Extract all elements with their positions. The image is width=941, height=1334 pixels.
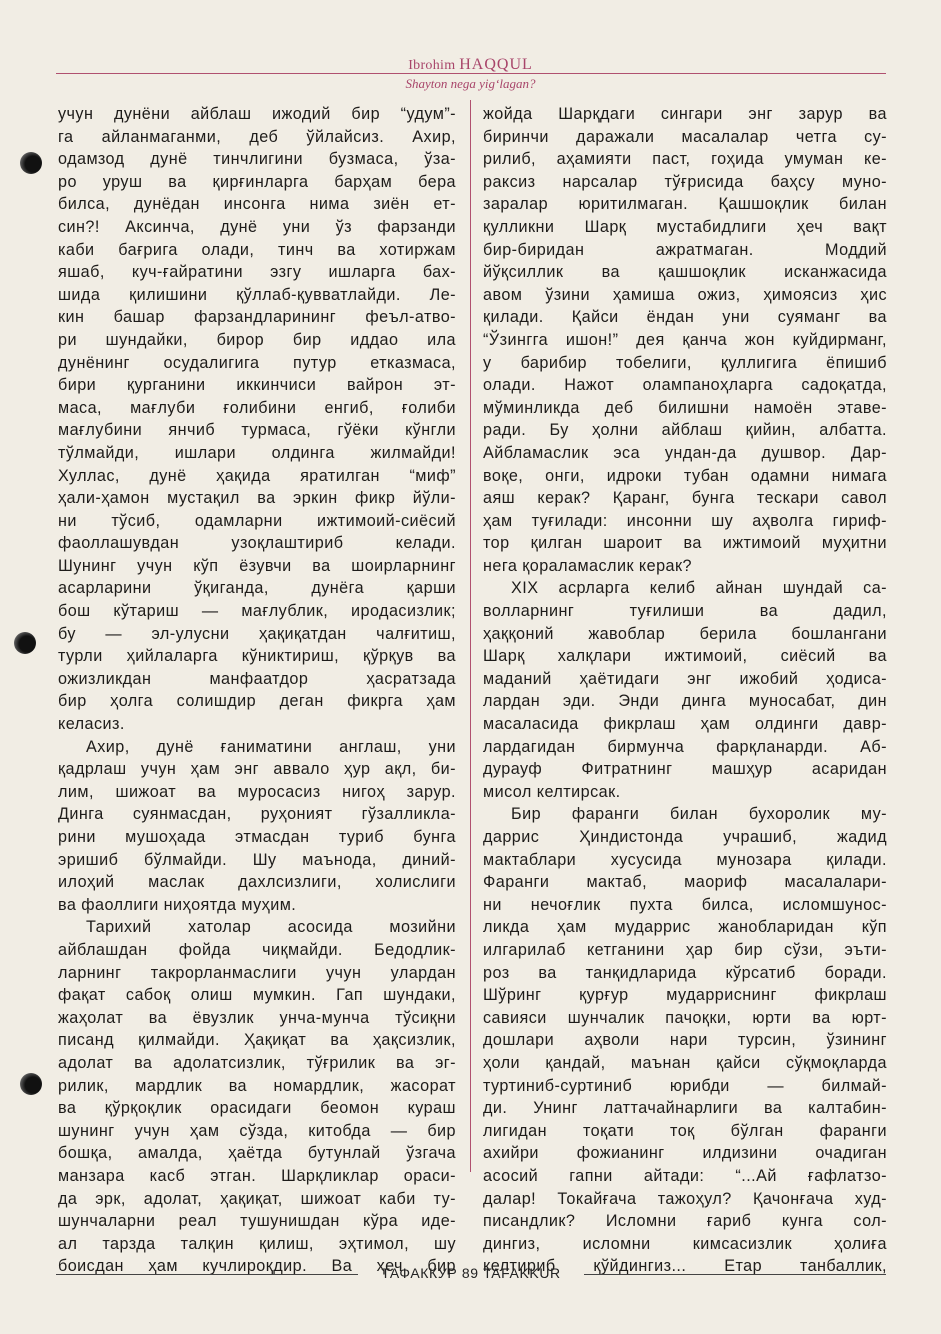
- text-line: олади. Нажот олампаноҳларга садоқатда,: [483, 376, 887, 395]
- text-line: фаоллашувдан узоқлаштириб келади.: [58, 534, 456, 553]
- text-line: Шарқ халқлари ижтимоий, сиёсий ва: [483, 647, 887, 666]
- text-line: лим, шижоат ва муросасиз нигоҳ зарур.: [58, 782, 456, 801]
- text-line: савияси шунчалик пачоқки, юрти ва юрт-: [483, 1008, 887, 1027]
- text-line: шунчаларни реал тушунишдан кўра иде-: [58, 1212, 456, 1231]
- text-line: ни нечоғлик пухта билса, исломшунос-: [483, 895, 887, 914]
- text-line: йўқсиллик ва қашшоқлик исканжасида: [483, 263, 887, 282]
- text-line: Бир фаранги билан бухоролик му-: [511, 805, 887, 824]
- text-line: ро уруш ва қирғинларга барҳам бера: [58, 172, 456, 191]
- text-line: дурауф Фитратнинг машҳур асаридан: [483, 760, 887, 779]
- text-line: маданий ҳаётидаги энг ижобий ҳодиса-: [483, 669, 887, 688]
- text-line: ликда ҳам мударрис жанобларидан кўп: [483, 918, 887, 937]
- text-line: у барибир тобелиги, қуллигига ёпишиб: [483, 353, 887, 372]
- text-line: аяш керак? Қаранг, бунга тескари савол: [483, 489, 887, 508]
- text-line: дунёнинг осудалигига путур етказмаса,: [58, 353, 456, 372]
- column-divider: [470, 100, 471, 1172]
- text-line: роз ва танқидларида кўрсатиб боради.: [483, 963, 887, 982]
- text-line: масаласида фикрлаш ҳам олдинги давр-: [483, 715, 887, 734]
- text-line: жойда Шарқдаги сингари энг зарур ва: [483, 105, 887, 123]
- text-line: биринчи даражали масалалар четга су-: [483, 127, 887, 146]
- author-last-name: HAQQUL: [459, 56, 533, 73]
- text-line: лардагидан бирмунча фарқланарди. Аб-: [483, 737, 887, 756]
- text-line: раксиз нарсалар тўғрисида баҳсу муно-: [483, 172, 887, 191]
- text-line: асосий гапни айтади: “...Ай ғафлатзо-: [483, 1166, 887, 1185]
- text-line: рилик, мардлик ва номардлик, жасорат: [58, 1076, 456, 1095]
- right-column: [483, 103, 887, 1276]
- text-line: билса, дунёдан инсонга нима зиён ет-: [58, 195, 456, 214]
- text-line: манзара касб этган. Шарқликлар ораси-: [58, 1166, 456, 1185]
- text-line: ри шундайки, бирор бир иддао ила: [58, 330, 456, 349]
- text-line: ни тўсиб, одамларни ижтимоий-сиёсий: [58, 511, 456, 530]
- text-line: ахийри фожианинг илдизини очадиган: [483, 1144, 887, 1163]
- text-line: ларнинг такрорланмаслиги учун улардан: [58, 963, 456, 982]
- text-line: илгарилаб кетганини ҳар бир сўзи, эъти-: [483, 940, 887, 959]
- text-line: келтириб қўйдингиз... Етар танбаллик,: [483, 1257, 887, 1276]
- text-line: дошлари аҳволи нари турсин, ўзининг: [483, 1031, 887, 1050]
- text-line: воқе, онги, идроки тубан одамни нимага: [483, 466, 887, 485]
- text-line: Айбламаслик эса ундан-да душвор. Дар-: [483, 443, 887, 462]
- text-line: ҳали-ҳамон мустақил ва эркин фикр йўли-: [58, 489, 456, 508]
- footer-rule-left: [56, 1274, 358, 1275]
- text-line: мактаблари хусусида мунозара қилади.: [483, 850, 887, 869]
- text-line: қулликни Шарқ мустабидлиги ҳеч вақт: [483, 217, 887, 236]
- text-line: бир ҳолга солишдир деган фикрга ҳам: [58, 692, 456, 711]
- footer-page-label: ТАФАККУР 89 TAFAKKUR: [381, 1265, 561, 1281]
- binder-hole: [14, 632, 36, 654]
- text-line: ҳоли қандай, маънан қайси сўқмоқларда: [483, 1053, 887, 1072]
- text-line: Хуллас, дунё ҳақида яратилган “миф”: [58, 466, 456, 485]
- text-line: лигидан тоқати тоқ бўлган фаранги: [483, 1121, 887, 1140]
- text-line: ҳаққоний жавоблар берила бошлангани: [483, 624, 887, 643]
- text-line: рилиб, аҳамияти паст, гоҳида умуман ке-: [483, 150, 887, 169]
- text-line: адолат ва адолатсизлик, тўғрилик ва эг-: [58, 1053, 456, 1072]
- author-first-name: Ibrohim: [408, 58, 456, 73]
- text-line: ради. Бу ҳолни айблаш қийин, албатта.: [483, 421, 887, 440]
- text-line: Шунинг учун кўп ёзувчи ва шоирларнинг: [58, 556, 456, 575]
- text-line: мисол келтирсак.: [483, 782, 621, 801]
- text-line: бир-биридан ажратмаган. Моддий: [483, 240, 887, 259]
- text-line: “Ўзингга ишон!” дея қанча жон куйдирманг,: [483, 330, 887, 349]
- text-line: XIX асрларга келиб айнан шундай са-: [511, 579, 887, 598]
- text-line: писандлик? Исломни ғариб кунга сол-: [483, 1212, 887, 1231]
- text-line: волларнинг туғилиши ва дадил,: [483, 602, 887, 621]
- text-line: тўлмайди, ишлари олдинга жилмайди!: [58, 443, 456, 462]
- text-line: айблашдан фойда чиқмайди. Бедодлик-: [58, 940, 456, 959]
- running-head-author: [0, 56, 941, 74]
- text-line: мўминликда деб билишни намоён этаве-: [483, 398, 887, 417]
- text-line: син?! Аксинча, дунё уни ўз фарзанди: [58, 217, 456, 236]
- text-line: ва фаоллиги ниҳоятда муҳим.: [58, 895, 297, 914]
- text-line: писанд қилмайди. Ҳақиқат ва ҳақсизлик,: [58, 1031, 456, 1050]
- running-head-title: Shayton nega yig‘lagan?: [405, 76, 536, 91]
- text-line: ди. Унинг латтачайнарлиги ва калтабин-: [483, 1099, 887, 1118]
- text-line: жаҳолат ва ёвузлик унча-мунча тўсиқни: [58, 1008, 456, 1027]
- text-line: бири қурганини иккинчиси вайрон эт-: [58, 376, 456, 395]
- text-line: Динга суянмасдан, руҳоният гўзалликла-: [58, 805, 456, 824]
- text-line: даррис Ҳиндистонда учрашиб, жадид: [483, 828, 887, 846]
- text-line: Шўринг қурғур мударриснинг фикрлаш: [483, 986, 887, 1005]
- binder-hole: [20, 1073, 42, 1095]
- text-line: га айланмаганми, деб ўйлайсиз. Ахир,: [58, 127, 456, 146]
- text-line: ал тарзда талқин қилиш, эҳтимол, шу: [58, 1234, 456, 1253]
- text-line: маса, мағлуби ғолибини енгиб, ғолиби: [58, 398, 456, 417]
- text-line: шунинг учун ҳам сўзда, китобда — бир: [58, 1121, 456, 1140]
- text-line: фақат сабоқ олиш мумкин. Гап шундаки,: [58, 986, 456, 1005]
- left-column: [58, 103, 456, 1276]
- text-line: нега қораламаслик керак?: [483, 556, 692, 575]
- text-line: бошқа, амалда, ҳаётда бутунлай ўзгача: [58, 1144, 456, 1163]
- text-line: қадрлаш учун ҳам энг аввало ҳур ақл, би-: [58, 760, 456, 779]
- text-line: бош кўтариш — мағлублик, иродасизлик;: [58, 602, 456, 621]
- text-line: кин башар фарзандларининг феъл-атво-: [58, 308, 456, 327]
- text-line: лардан эди. Энди динга муносабат, дин: [483, 692, 887, 711]
- text-line: қилади. Қайси ёндан уни суяманг ва: [483, 308, 887, 327]
- text-line: келасиз.: [58, 715, 125, 734]
- binder-hole: [20, 152, 42, 174]
- text-line: заралар юритилмаган. Қашшоқлик билан: [483, 195, 887, 214]
- text-line: авом ўзини ҳамиша ожиз, ҳимоясиз ҳис: [483, 285, 887, 304]
- text-line: боисдан ҳам кучлироқдир. Ва ҳеч бир: [58, 1257, 456, 1276]
- text-line: мағлубини янчиб турмаса, гўёки кўнгли: [58, 421, 456, 440]
- text-line: Тарихий хатолар асосида мозийни: [86, 918, 456, 937]
- text-line: турли ҳийлаларга кўниктириш, қўрқув ва: [58, 647, 456, 666]
- text-line: Ахир, дунё ғаниматини англаш, уни: [86, 737, 456, 756]
- text-line: одамзод дунё тинчлигини бузмаса, ўза-: [58, 150, 456, 169]
- text-line: далар! Токайғача тажоҳул? Қачонғача худ-: [483, 1189, 887, 1208]
- text-line: шида қилишини қўллаб-қувватлайди. Ле-: [58, 285, 456, 304]
- text-line: дингиз, исломни кимсасизлик ҳолиға: [483, 1234, 887, 1253]
- text-line: учун дунёни айблаш ижодий бир “удум”-: [58, 105, 456, 123]
- text-line: тор қилган шароит ва ижтимоий муҳитни: [483, 534, 887, 553]
- footer-rule-right: [584, 1274, 886, 1275]
- text-line: туртиниб-суртиниб юрибди — билмай-: [483, 1076, 887, 1095]
- text-line: эришиб бўлмайди. Шу маънода, диний-: [58, 850, 456, 869]
- text-line: ожизликдан манфаатдор ҳасратзада: [58, 669, 456, 688]
- text-line: илоҳий маслак дахлсизлиги, холислиги: [58, 873, 456, 892]
- text-line: бу — эл-улусни ҳақиқатдан чалғитиш,: [58, 624, 456, 643]
- header-rule: [56, 73, 886, 74]
- text-line: яшаб, куч-ғайратини эзгу ишларга бах-: [58, 263, 456, 282]
- text-line: да эрк, адолат, ҳақиқат, шижоат каби ту-: [58, 1189, 456, 1208]
- text-line: ва қўрқоқлик орасидаги беомон кураш: [58, 1099, 456, 1118]
- text-line: асарларини ўқиганда, дунёга қарши: [58, 579, 456, 598]
- text-line: каби бағрига олади, тинч ва хотиржам: [58, 240, 456, 259]
- text-line: Фаранги мактаб, маориф масалалари-: [483, 873, 887, 892]
- text-line: ҳам туғилади: инсонни шу аҳволга гириф-: [483, 511, 887, 530]
- text-line: рини мушоҳада этмасдан туриб бунга: [58, 828, 456, 846]
